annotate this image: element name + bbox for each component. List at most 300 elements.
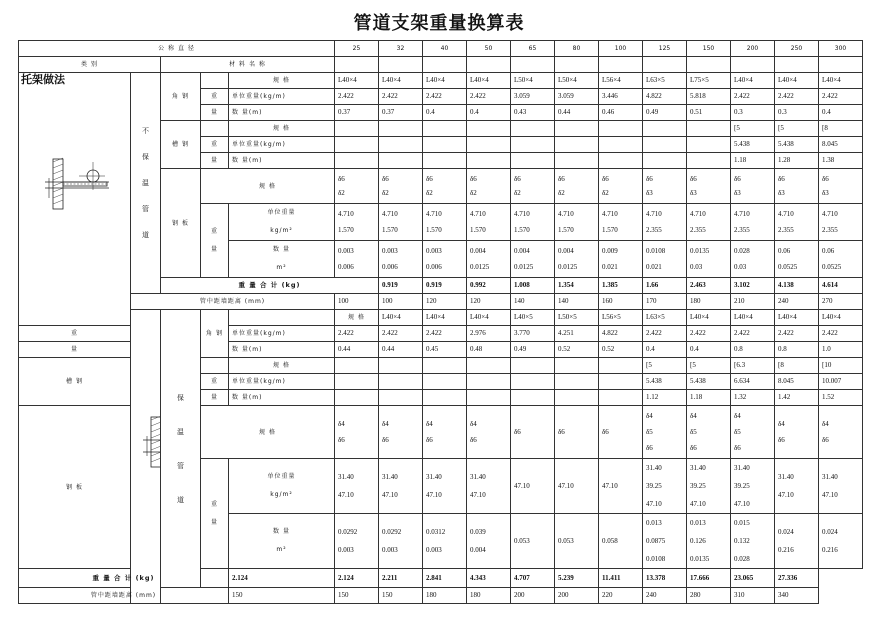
qty-char: 量: [201, 153, 229, 169]
value-cell: [555, 204, 599, 241]
cell-line: 数 量: [273, 528, 290, 535]
value-cell: 0.45: [423, 342, 467, 358]
value-cell: 100: [379, 294, 423, 310]
cell-line: 4.710: [734, 210, 750, 218]
value-cell: [819, 241, 863, 278]
value-cell: [599, 241, 643, 278]
value-cell: [423, 121, 467, 137]
cell-line: 单位重量: [267, 209, 296, 216]
cell-line: 1.570: [514, 226, 530, 234]
value-cell: L50×4: [555, 73, 599, 89]
cell-line: 0.006: [426, 263, 442, 271]
value-cell: [467, 137, 511, 153]
value-cell: 4.614: [819, 278, 863, 294]
empty-cell: [775, 57, 819, 73]
value-cell: 13.378: [643, 569, 687, 588]
value-cell: [687, 169, 731, 204]
value-cell: [335, 514, 379, 569]
value-cell: [599, 459, 643, 514]
value-cell: [379, 358, 423, 374]
value-cell: L40×4: [423, 73, 467, 89]
cell-line: 31.40: [470, 473, 486, 481]
cell-line: m²: [276, 546, 287, 553]
size-header: 300: [819, 41, 863, 57]
cell-line: 2.355: [690, 226, 706, 234]
value-cell: L40×5: [511, 310, 555, 326]
total-label: 重 量 合 计 (kg): [161, 278, 379, 294]
value-cell: [511, 241, 555, 278]
cell-line: δ2: [426, 189, 433, 197]
value-cell: [731, 406, 775, 459]
value-cell: [10: [819, 358, 863, 374]
value-cell: [423, 137, 467, 153]
value-cell: [467, 153, 511, 169]
channel-steel-label: 槽 钢: [161, 121, 201, 169]
value-cell: [555, 153, 599, 169]
cell-line: δ5: [734, 428, 741, 436]
cell-line: δ6: [602, 175, 609, 183]
value-cell: [511, 204, 555, 241]
cell-line: 0.003: [382, 247, 398, 255]
value-cell: 2.422: [379, 326, 423, 342]
value-cell: 0.4: [467, 105, 511, 121]
value-cell: 8.045: [775, 374, 819, 390]
value-cell: 160: [599, 294, 643, 310]
value-cell: 2.124: [335, 569, 379, 588]
cell-line: 0.03: [690, 263, 703, 271]
cell-line: 0.028: [734, 247, 750, 255]
material-header: 材 料 名 称: [161, 57, 335, 73]
cell-line: 47.10: [602, 482, 618, 490]
cell-line: δ4: [338, 420, 345, 428]
cell-line: δ5: [690, 428, 697, 436]
angle-steel-label: 角 钢: [201, 310, 229, 358]
value-cell: L40×4: [335, 73, 379, 89]
value-cell: [643, 204, 687, 241]
cell-line: 0.03: [734, 263, 747, 271]
cell-line: 1.570: [426, 226, 442, 234]
size-header: 25: [335, 41, 379, 57]
cell-line: δ2: [470, 189, 477, 197]
value-cell: 2.422: [819, 89, 863, 105]
empty-cell: [731, 57, 775, 73]
value-cell: 180: [423, 588, 467, 604]
qty-label: 数 量(m): [229, 390, 335, 406]
cell-line: δ3: [690, 189, 697, 197]
cell-line: 0.0292: [382, 528, 402, 536]
value-cell: 0.43: [511, 105, 555, 121]
vertical-label-char: 道: [177, 495, 184, 504]
value-cell: [467, 374, 511, 390]
cell-line: δ3: [734, 189, 741, 197]
spec-label: 规 格: [229, 121, 335, 137]
vertical-label-char: 保: [142, 153, 149, 161]
spacing-label: 管中距墙距离 (mm): [19, 588, 229, 604]
cell-line: 4.710: [558, 210, 574, 218]
value-cell: 220: [599, 588, 643, 604]
value-cell: L50×5: [555, 310, 599, 326]
cell-line: δ4: [382, 420, 389, 428]
value-cell: [467, 169, 511, 204]
value-cell: [423, 459, 467, 514]
value-cell: [335, 169, 379, 204]
value-cell: [467, 390, 511, 406]
value-cell: L40×4: [731, 73, 775, 89]
cell-line: δ6: [602, 428, 609, 436]
qty-char: 量: [201, 390, 229, 406]
value-cell: 150: [229, 588, 335, 604]
cell-line: δ6: [382, 436, 389, 444]
value-cell: [599, 121, 643, 137]
cell-line: δ6: [338, 436, 345, 444]
cell-line: δ6: [822, 175, 829, 183]
cell-line: 4.710: [778, 210, 794, 218]
value-cell: [555, 121, 599, 137]
cell-line: δ6: [734, 175, 741, 183]
value-cell: L40×4: [423, 310, 467, 326]
value-cell: [775, 514, 819, 569]
cell-line: 31.40: [646, 464, 662, 472]
value-cell: 2.841: [423, 569, 467, 588]
value-cell: 23.065: [731, 569, 775, 588]
cell-line: 0.024: [822, 528, 838, 536]
cell-line: 0.216: [822, 546, 838, 554]
value-cell: 0.46: [599, 105, 643, 121]
value-cell: [335, 390, 379, 406]
value-cell: L63×5: [643, 310, 687, 326]
value-cell: 0.4: [643, 342, 687, 358]
value-cell: 4.343: [467, 569, 511, 588]
value-cell: 0.8: [731, 342, 775, 358]
value-cell: 2.422: [335, 326, 379, 342]
cell-line: 0.0108: [646, 555, 666, 563]
empty-cell: [643, 57, 687, 73]
value-cell: [423, 374, 467, 390]
cell-line: δ6: [646, 444, 653, 452]
qty-label: 数 量(m): [229, 342, 335, 358]
value-cell: [775, 406, 819, 459]
value-cell: [775, 459, 819, 514]
value-cell: [335, 241, 379, 278]
cell-line: δ6: [690, 175, 697, 183]
value-cell: 0.4: [819, 105, 863, 121]
size-header: 40: [423, 41, 467, 57]
cell-line: δ6: [514, 175, 521, 183]
value-cell: 10.007: [819, 374, 863, 390]
value-cell: [379, 390, 423, 406]
value-cell: 6.634: [731, 374, 775, 390]
cell-line: 0.0875: [646, 537, 666, 545]
cell-line: 31.40: [778, 473, 794, 481]
value-cell: 2.211: [379, 569, 423, 588]
value-cell: [335, 137, 379, 153]
value-cell: [423, 514, 467, 569]
weight-char: 重: [201, 89, 229, 105]
value-cell: 5.438: [775, 137, 819, 153]
cell-line: 47.10: [382, 491, 398, 499]
cell-line: 4.710: [822, 210, 838, 218]
value-cell: [335, 153, 379, 169]
cell-line: 0.021: [602, 263, 618, 271]
cell-line: 0.003: [338, 247, 354, 255]
cell-line: 0.132: [734, 537, 750, 545]
vertical-label-char: 保: [177, 393, 184, 402]
value-cell: 1.18: [687, 390, 731, 406]
cell-line: 39.25: [690, 482, 706, 490]
cell-line: 0.013: [646, 519, 662, 527]
value-cell: [379, 406, 423, 459]
size-header: 200: [731, 41, 775, 57]
value-cell: [775, 241, 819, 278]
weight-qty-chars: [201, 204, 229, 278]
cell-line: δ2: [338, 189, 345, 197]
value-cell: [511, 121, 555, 137]
spec-label: 规 格: [335, 310, 379, 326]
value-cell: 100: [335, 294, 379, 310]
cell-line: 0.0525: [822, 263, 842, 271]
value-cell: 0.3: [731, 105, 775, 121]
cell-line: δ4: [470, 420, 477, 428]
value-cell: 120: [467, 294, 511, 310]
value-cell: 27.336: [775, 569, 819, 588]
vertical-label-char: 重: [210, 227, 218, 235]
value-cell: 4.822: [599, 326, 643, 342]
unit-weight-kgm2-label: [229, 204, 335, 241]
value-cell: [775, 204, 819, 241]
value-cell: [599, 358, 643, 374]
cell-line: 47.10: [778, 491, 794, 499]
value-cell: 0.37: [379, 105, 423, 121]
cell-line: 0.003: [338, 546, 354, 554]
value-cell: 2.976: [467, 326, 511, 342]
value-cell: L56×4: [599, 73, 643, 89]
cell-line: 0.0135: [690, 555, 710, 563]
cell-line: 0.0525: [778, 263, 798, 271]
row-title: 托架做法: [21, 73, 65, 86]
cell-line: 0.053: [514, 537, 530, 545]
value-cell: 2.422: [775, 326, 819, 342]
cell-line: δ4: [646, 412, 653, 420]
value-cell: [687, 153, 731, 169]
size-header: 32: [379, 41, 423, 57]
value-cell: [731, 514, 775, 569]
value-cell: [555, 390, 599, 406]
value-cell: [423, 241, 467, 278]
value-cell: [379, 241, 423, 278]
value-cell: L40×4: [775, 73, 819, 89]
cell-line: 47.10: [558, 482, 574, 490]
size-header: 100: [599, 41, 643, 57]
cell-line: δ3: [646, 189, 653, 197]
value-cell: L75×5: [687, 73, 731, 89]
value-cell: [643, 137, 687, 153]
value-cell: [5: [775, 121, 819, 137]
cell-line: δ6: [558, 428, 565, 436]
value-cell: 0.4: [423, 105, 467, 121]
cell-line: 47.10: [470, 491, 486, 499]
cell-line: 39.25: [646, 482, 662, 490]
value-cell: 1.385: [599, 278, 643, 294]
cell-line: 4.710: [426, 210, 442, 218]
value-cell: [775, 169, 819, 204]
value-cell: 3.102: [731, 278, 775, 294]
value-cell: 0.8: [775, 342, 819, 358]
cell-line: 1.570: [338, 226, 354, 234]
cell-line: 0.006: [382, 263, 398, 271]
cell-line: δ2: [514, 189, 521, 197]
value-cell: 0.919: [423, 278, 467, 294]
value-cell: [511, 374, 555, 390]
value-cell: [819, 204, 863, 241]
value-cell: 3.770: [511, 326, 555, 342]
cell-line: 0.0125: [514, 263, 534, 271]
value-cell: [643, 153, 687, 169]
unit-weight-kgm2-label: [229, 459, 335, 514]
cell-line: kg/m²: [270, 491, 293, 498]
vertical-label-char: 道: [142, 231, 149, 239]
value-cell: 1.32: [731, 390, 775, 406]
cell-line: 2.355: [734, 226, 750, 234]
cell-line: δ6: [470, 436, 477, 444]
value-cell: [467, 514, 511, 569]
cell-line: 31.40: [382, 473, 398, 481]
value-cell: 4.707: [511, 569, 555, 588]
value-cell: [5: [731, 121, 775, 137]
cell-line: 0.013: [690, 519, 706, 527]
value-cell: [731, 169, 775, 204]
value-cell: 1.66: [643, 278, 687, 294]
vertical-label-char: 温: [177, 427, 184, 436]
cell-line: 4.710: [338, 210, 354, 218]
weight-char: 重: [201, 374, 229, 390]
value-cell: [599, 204, 643, 241]
value-cell: [467, 358, 511, 374]
cell-line: 1.570: [470, 226, 486, 234]
value-cell: 3.446: [599, 89, 643, 105]
size-header: 80: [555, 41, 599, 57]
cell-line: 0.003: [426, 546, 442, 554]
spec-label: 规 格: [229, 73, 335, 89]
weight-char: 重: [201, 137, 229, 153]
value-cell: [423, 358, 467, 374]
cell-line: 0.039: [470, 528, 486, 536]
empty-cell: [819, 57, 863, 73]
value-cell: [643, 169, 687, 204]
value-cell: L63×5: [643, 73, 687, 89]
value-cell: [379, 204, 423, 241]
value-cell: L40×4: [775, 310, 819, 326]
value-cell: [687, 241, 731, 278]
value-cell: 0.51: [687, 105, 731, 121]
cell-line: δ6: [426, 175, 433, 183]
cell-line: 0.024: [778, 528, 794, 536]
cell-line: 0.216: [778, 546, 794, 554]
bracket-sketch: [35, 154, 115, 214]
cell-line: 0.004: [470, 247, 486, 255]
cell-line: 0.003: [382, 546, 398, 554]
cell-line: 4.710: [602, 210, 618, 218]
value-cell: [467, 459, 511, 514]
cell-line: δ4: [426, 420, 433, 428]
value-cell: 340: [775, 588, 819, 604]
cell-line: 0.06: [822, 247, 835, 255]
steel-plate-label: 钢 板: [161, 169, 201, 278]
cell-line: δ4: [778, 420, 785, 428]
value-cell: 0.48: [467, 342, 511, 358]
value-cell: [511, 459, 555, 514]
weight-qty-chars: [201, 459, 229, 569]
value-cell: 2.422: [687, 326, 731, 342]
value-cell: [379, 374, 423, 390]
value-cell: [819, 406, 863, 459]
cell-line: δ5: [646, 428, 653, 436]
value-cell: 4.138: [775, 278, 819, 294]
empty-cell: [201, 121, 229, 137]
value-cell: [731, 241, 775, 278]
qty-label: 数 量(m): [229, 153, 335, 169]
vertical-label-char: 管: [177, 461, 184, 470]
cell-line: 4.710: [514, 210, 530, 218]
value-cell: [379, 169, 423, 204]
cell-line: 0.009: [602, 247, 618, 255]
empty-cell: [599, 57, 643, 73]
value-cell: [423, 204, 467, 241]
cell-line: 0.0125: [558, 263, 578, 271]
value-cell: L40×4: [731, 310, 775, 326]
value-cell: 0.44: [379, 342, 423, 358]
cell-line: δ6: [470, 175, 477, 183]
cell-line: 0.053: [558, 537, 574, 545]
cell-line: 4.710: [690, 210, 706, 218]
value-cell: 120: [423, 294, 467, 310]
unit-weight-label: 单位重量(kg/m): [229, 374, 335, 390]
value-cell: L40×4: [379, 73, 423, 89]
value-cell: [335, 459, 379, 514]
cell-line: 31.40: [822, 473, 838, 481]
value-cell: 0.52: [599, 342, 643, 358]
value-cell: [643, 406, 687, 459]
value-cell: 1.0: [819, 342, 863, 358]
cell-line: 31.40: [734, 464, 750, 472]
value-cell: [555, 406, 599, 459]
value-cell: [511, 137, 555, 153]
cell-line: 47.10: [338, 491, 354, 499]
value-cell: 2.422: [379, 89, 423, 105]
empty-cell: [201, 73, 229, 89]
value-cell: [379, 121, 423, 137]
value-cell: [599, 390, 643, 406]
cell-line: 47.10: [514, 482, 530, 490]
size-header: 50: [467, 41, 511, 57]
cell-line: δ4: [734, 412, 741, 420]
cell-line: 0.004: [514, 247, 530, 255]
value-cell: 3.059: [511, 89, 555, 105]
value-cell: 0.49: [511, 342, 555, 358]
cell-line: 数 量: [273, 246, 290, 253]
value-cell: 4.822: [643, 89, 687, 105]
vertical-label-char: 重: [210, 500, 218, 508]
value-cell: [335, 406, 379, 459]
value-cell: [511, 153, 555, 169]
cell-line: δ6: [778, 436, 785, 444]
value-cell: [643, 241, 687, 278]
value-cell: [467, 121, 511, 137]
value-cell: [511, 358, 555, 374]
value-cell: [555, 459, 599, 514]
value-cell: 8.045: [819, 137, 863, 153]
vertical-label-char: 不: [142, 127, 149, 135]
value-cell: [511, 514, 555, 569]
